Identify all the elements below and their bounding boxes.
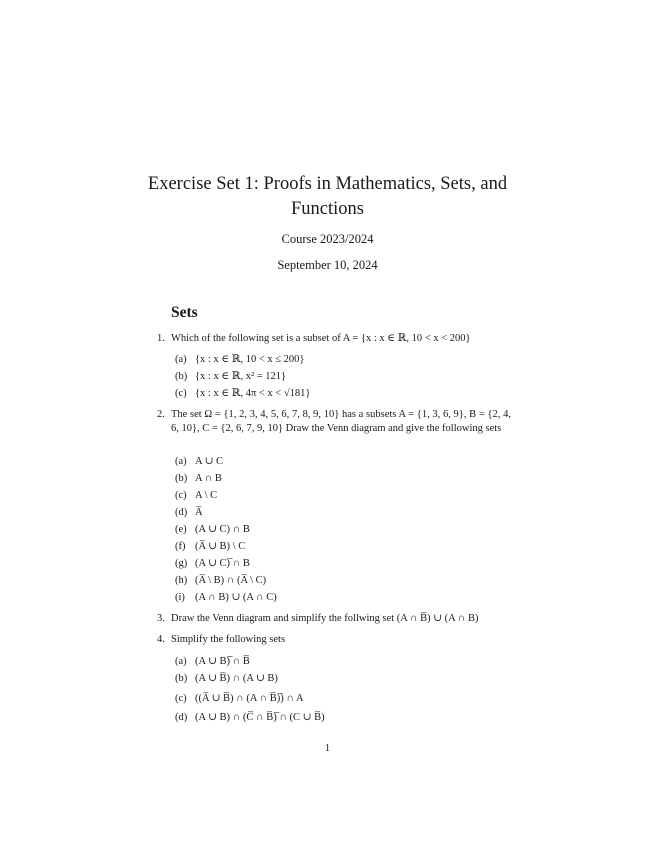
option-label: (c) bbox=[175, 693, 187, 704]
course-line: Course 2023/2024 bbox=[281, 232, 374, 246]
option-label: (g) bbox=[175, 558, 188, 569]
option-expression: (A̅ \ B) ∩ (A̅ \ C) bbox=[195, 575, 267, 586]
option-expression: A ∪ C bbox=[195, 456, 224, 467]
option-label: (a) bbox=[175, 354, 187, 365]
question-text: The set Ω = {1, 2, 3, 4, 5, 6, 7, 8, 9, 10} has a subsets A = {1, 3, 6, 9}, B = {2, 4, 6, 10}, C = {2, 6, 7, 9, 10} Draw the Venn diagram and give the following sets bbox=[171, 409, 511, 434]
date-line: September 10, 2024 bbox=[277, 258, 378, 272]
option-expression: A̅ bbox=[195, 507, 203, 518]
document-title: Exercise Set 1: Proofs in Mathematics, Sets, and Functions bbox=[147, 174, 508, 219]
option-label: (b) bbox=[175, 673, 188, 684]
question-number: 3. bbox=[157, 613, 165, 624]
question-text: Which of the following set is a subset of A = {x : x ∈ ℝ, 10 < x < 200} bbox=[171, 333, 471, 344]
option-expression: (A ∪ B) ∩ (C̅ ∩ B̅)̅ ∩ (C ∪ B̅) bbox=[195, 712, 325, 723]
option-label: (d) bbox=[175, 712, 188, 723]
option-expression: {x : x ∈ ℝ, x² = 121} bbox=[195, 371, 287, 382]
section-heading: Sets bbox=[171, 304, 198, 321]
option-expression: (A ∩ B) ∪ (A ∩ C) bbox=[195, 592, 277, 603]
option-expression: {x : x ∈ ℝ, 10 < x ≤ 200} bbox=[195, 354, 305, 365]
option-label: (c) bbox=[175, 490, 187, 501]
option-label: (a) bbox=[175, 456, 187, 467]
question-text: Simplify the following sets bbox=[171, 634, 286, 645]
question-number: 1. bbox=[157, 333, 165, 344]
option-label: (h) bbox=[175, 575, 188, 586]
question-text: Draw the Venn diagram and simplify the follwing set (A ∩ B̅) ∪ (A ∩ B) bbox=[171, 613, 479, 624]
option-expression: (A ∪ C) ∩ B bbox=[195, 524, 250, 535]
option-label: (b) bbox=[175, 371, 188, 382]
option-expression: (A ∪ C)̅ ∩ B bbox=[195, 558, 250, 569]
option-expression: (A ∪ B)̅ ∩ B̅ bbox=[195, 656, 250, 667]
option-label: (e) bbox=[175, 524, 187, 535]
option-expression: A ∩ B bbox=[195, 473, 222, 484]
question-number: 2. bbox=[157, 409, 165, 420]
option-label: (d) bbox=[175, 507, 188, 518]
option-expression: {x : x ∈ ℝ, 4π < x < √181} bbox=[195, 388, 311, 399]
option-label: (i) bbox=[175, 592, 185, 603]
option-label: (a) bbox=[175, 656, 187, 667]
page-number: 1 bbox=[324, 743, 331, 754]
option-expression: (A̅ ∪ B) \ C bbox=[195, 541, 246, 552]
option-expression: A \ C bbox=[195, 490, 218, 501]
option-expression: ((A̅ ∪ B̅) ∩ (A ∩ B̅)̅) ∩ A bbox=[195, 693, 304, 704]
option-label: (f) bbox=[175, 541, 186, 552]
question-number: 4. bbox=[157, 634, 165, 645]
option-label: (c) bbox=[175, 388, 187, 399]
option-expression: (A ∪ B̅) ∩ (A ∪ B) bbox=[195, 673, 278, 684]
option-label: (b) bbox=[175, 473, 188, 484]
